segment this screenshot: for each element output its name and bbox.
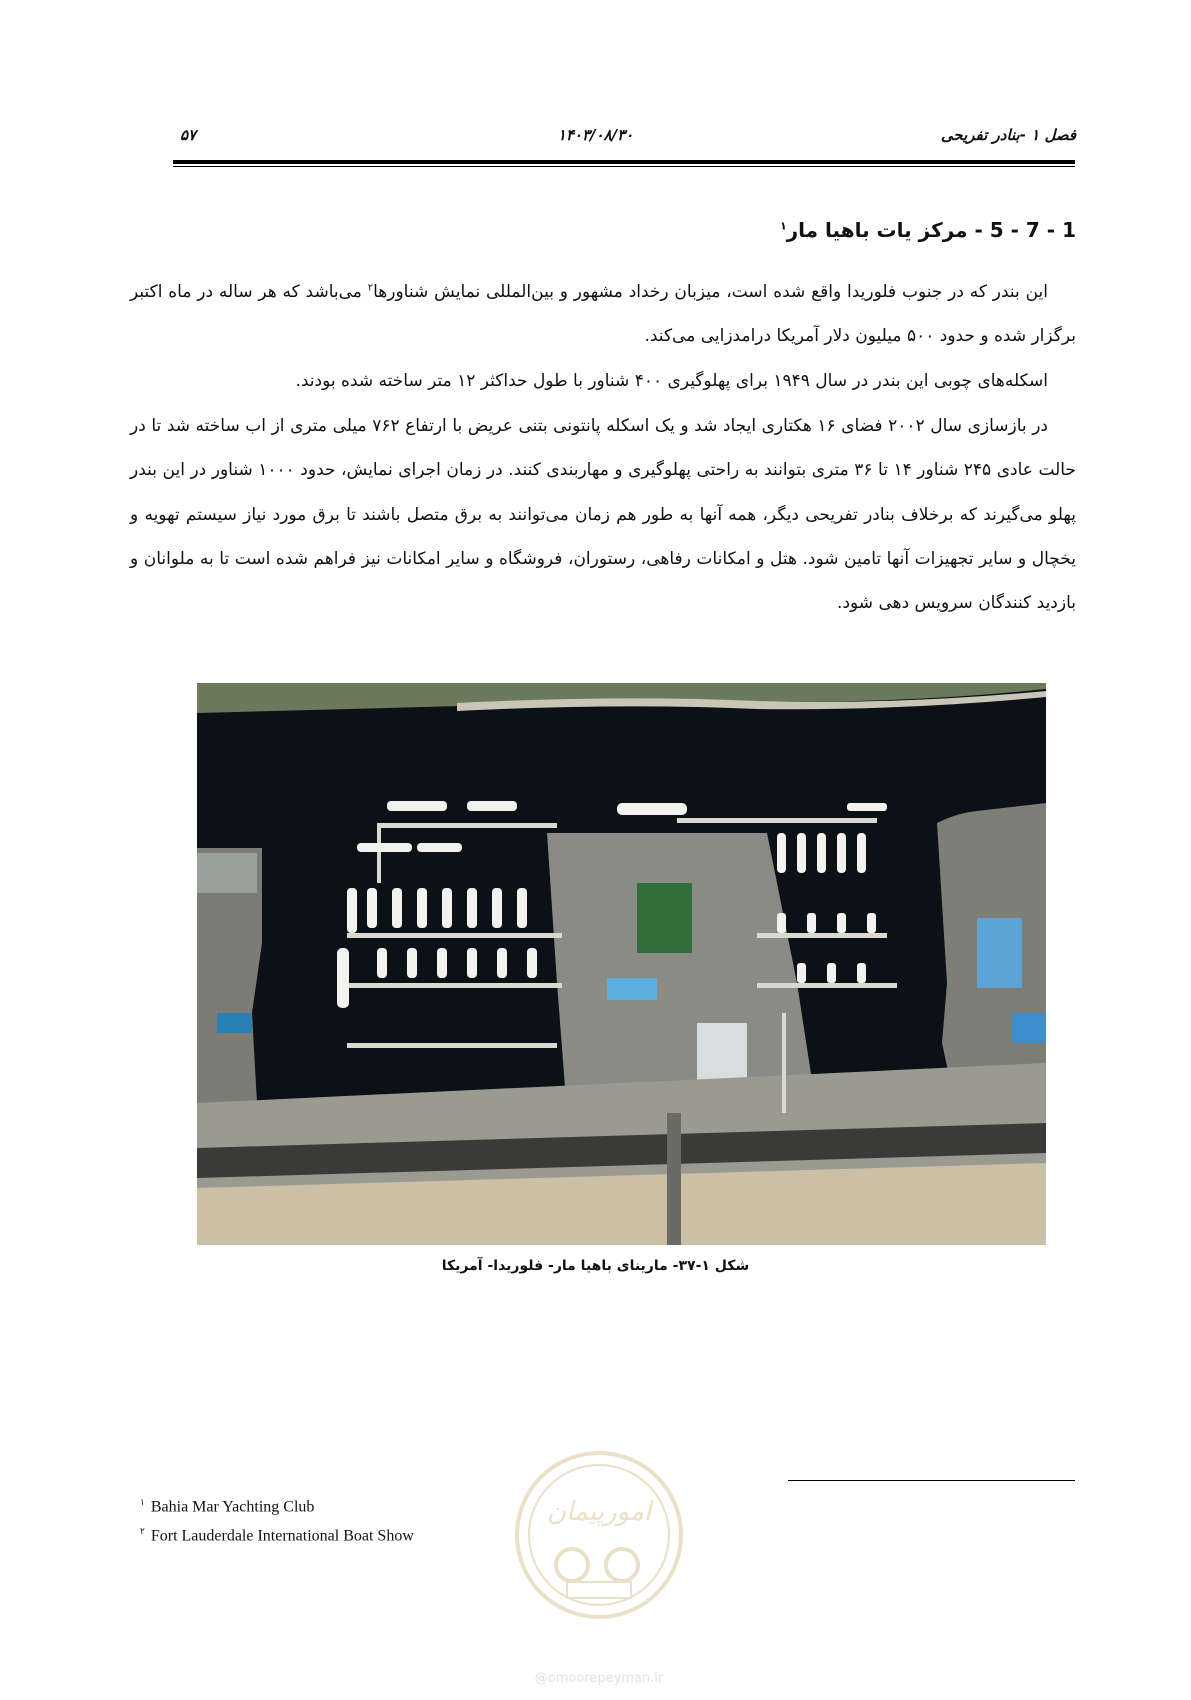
aerial-marina-photo: [197, 683, 1046, 1245]
chapter-header: فصل ۱ -بنادر تفریحی: [940, 126, 1076, 144]
section-number: 1 - 7 - 5 -: [974, 218, 1076, 242]
footnote-mark: ۲: [140, 1526, 145, 1536]
header-rule-thin: [173, 166, 1075, 167]
watermark-logo-icon: [512, 1450, 687, 1700]
footnote-mark: ۱: [140, 1497, 145, 1507]
figure-caption: شکل ۱-۳۷- مارینای باهیا مار- فلوریدا- آمریکا: [441, 1258, 750, 1274]
paragraph-piers: اسکله‌های چوبی این بندر در سال ۱۹۴۹ برای پهلوگیری ۴۰۰ شناور با طول حداکثر ۱۲ متر ساخته شده بودند.: [295, 371, 1048, 391]
paragraph-renovation: در بازسازی سال ۲۰۰۲ فضای ۱۶ هکتاری ایجاد شد و یک اسکله پانتونی بتنی عریض با ارتفاع ۷۶۲ میلی متری از اب ساخته شد تا در حالت عادی ۲۴۵ شناور ۱۴ تا ۳۶ متری بتوانند به راحتی پهلوگیری و مهاربندی کنند. در زمان اجرای نمایش، حدود ۱۰۰۰ شناور در این بندر پهلو می‌گیرند که برخلاف بنادر تفریحی دیگر، همه آنها به طور هم زمان می‌توانند به برق متصل باشند تا برق مورد نیاز سیستم تهویه و یخچال و سایر تجهیزات آنها تامین شود. هتل و امکانات رفاهی، رستوران، فروشگاه و سایر امکانات نیز فراهم شده است تا به ملوانان و بازدید کنندگان سرویس دهی شود.: [130, 416, 1076, 614]
footnote-text: Fort Lauderdale International Boat Show: [150, 1527, 414, 1545]
paragraph-intro: [130, 270, 1076, 359]
section-title: مرکز یات باهیا مار: [786, 218, 968, 242]
footnote-2: [140, 1526, 414, 1545]
paragraph-intro-text-1: این بندر که در جنوب فلوریدا واقع شده است، میزبان رخداد مشهور و بین‌المللی نمایش شناورها: [373, 282, 1048, 302]
footnote-text: Bahia Mar Yachting Club: [150, 1498, 315, 1516]
paragraph-intro-text-2: می‌باشد که هر ساله در ماه اکتبر برگزار شده و حدود ۵۰۰ میلیون دلار آمریکا درامدزایی می‌کند.: [130, 282, 1076, 347]
header-rule-thick: [173, 160, 1075, 164]
page-number: ۵۷: [180, 126, 197, 144]
section-heading: [780, 218, 1076, 242]
footnote-rule: [788, 1480, 1075, 1481]
footnote-1: [140, 1497, 314, 1516]
header-date: ۱۴۰۳/۰۸/۳۰: [557, 126, 634, 144]
svg-text:امورپیمان: امورپیمان: [546, 1497, 652, 1527]
watermark-handle: @omoorepeyman.ir: [534, 1671, 664, 1686]
footnote-ref: ۲: [367, 282, 374, 294]
footnote-ref: ۱: [779, 219, 787, 233]
